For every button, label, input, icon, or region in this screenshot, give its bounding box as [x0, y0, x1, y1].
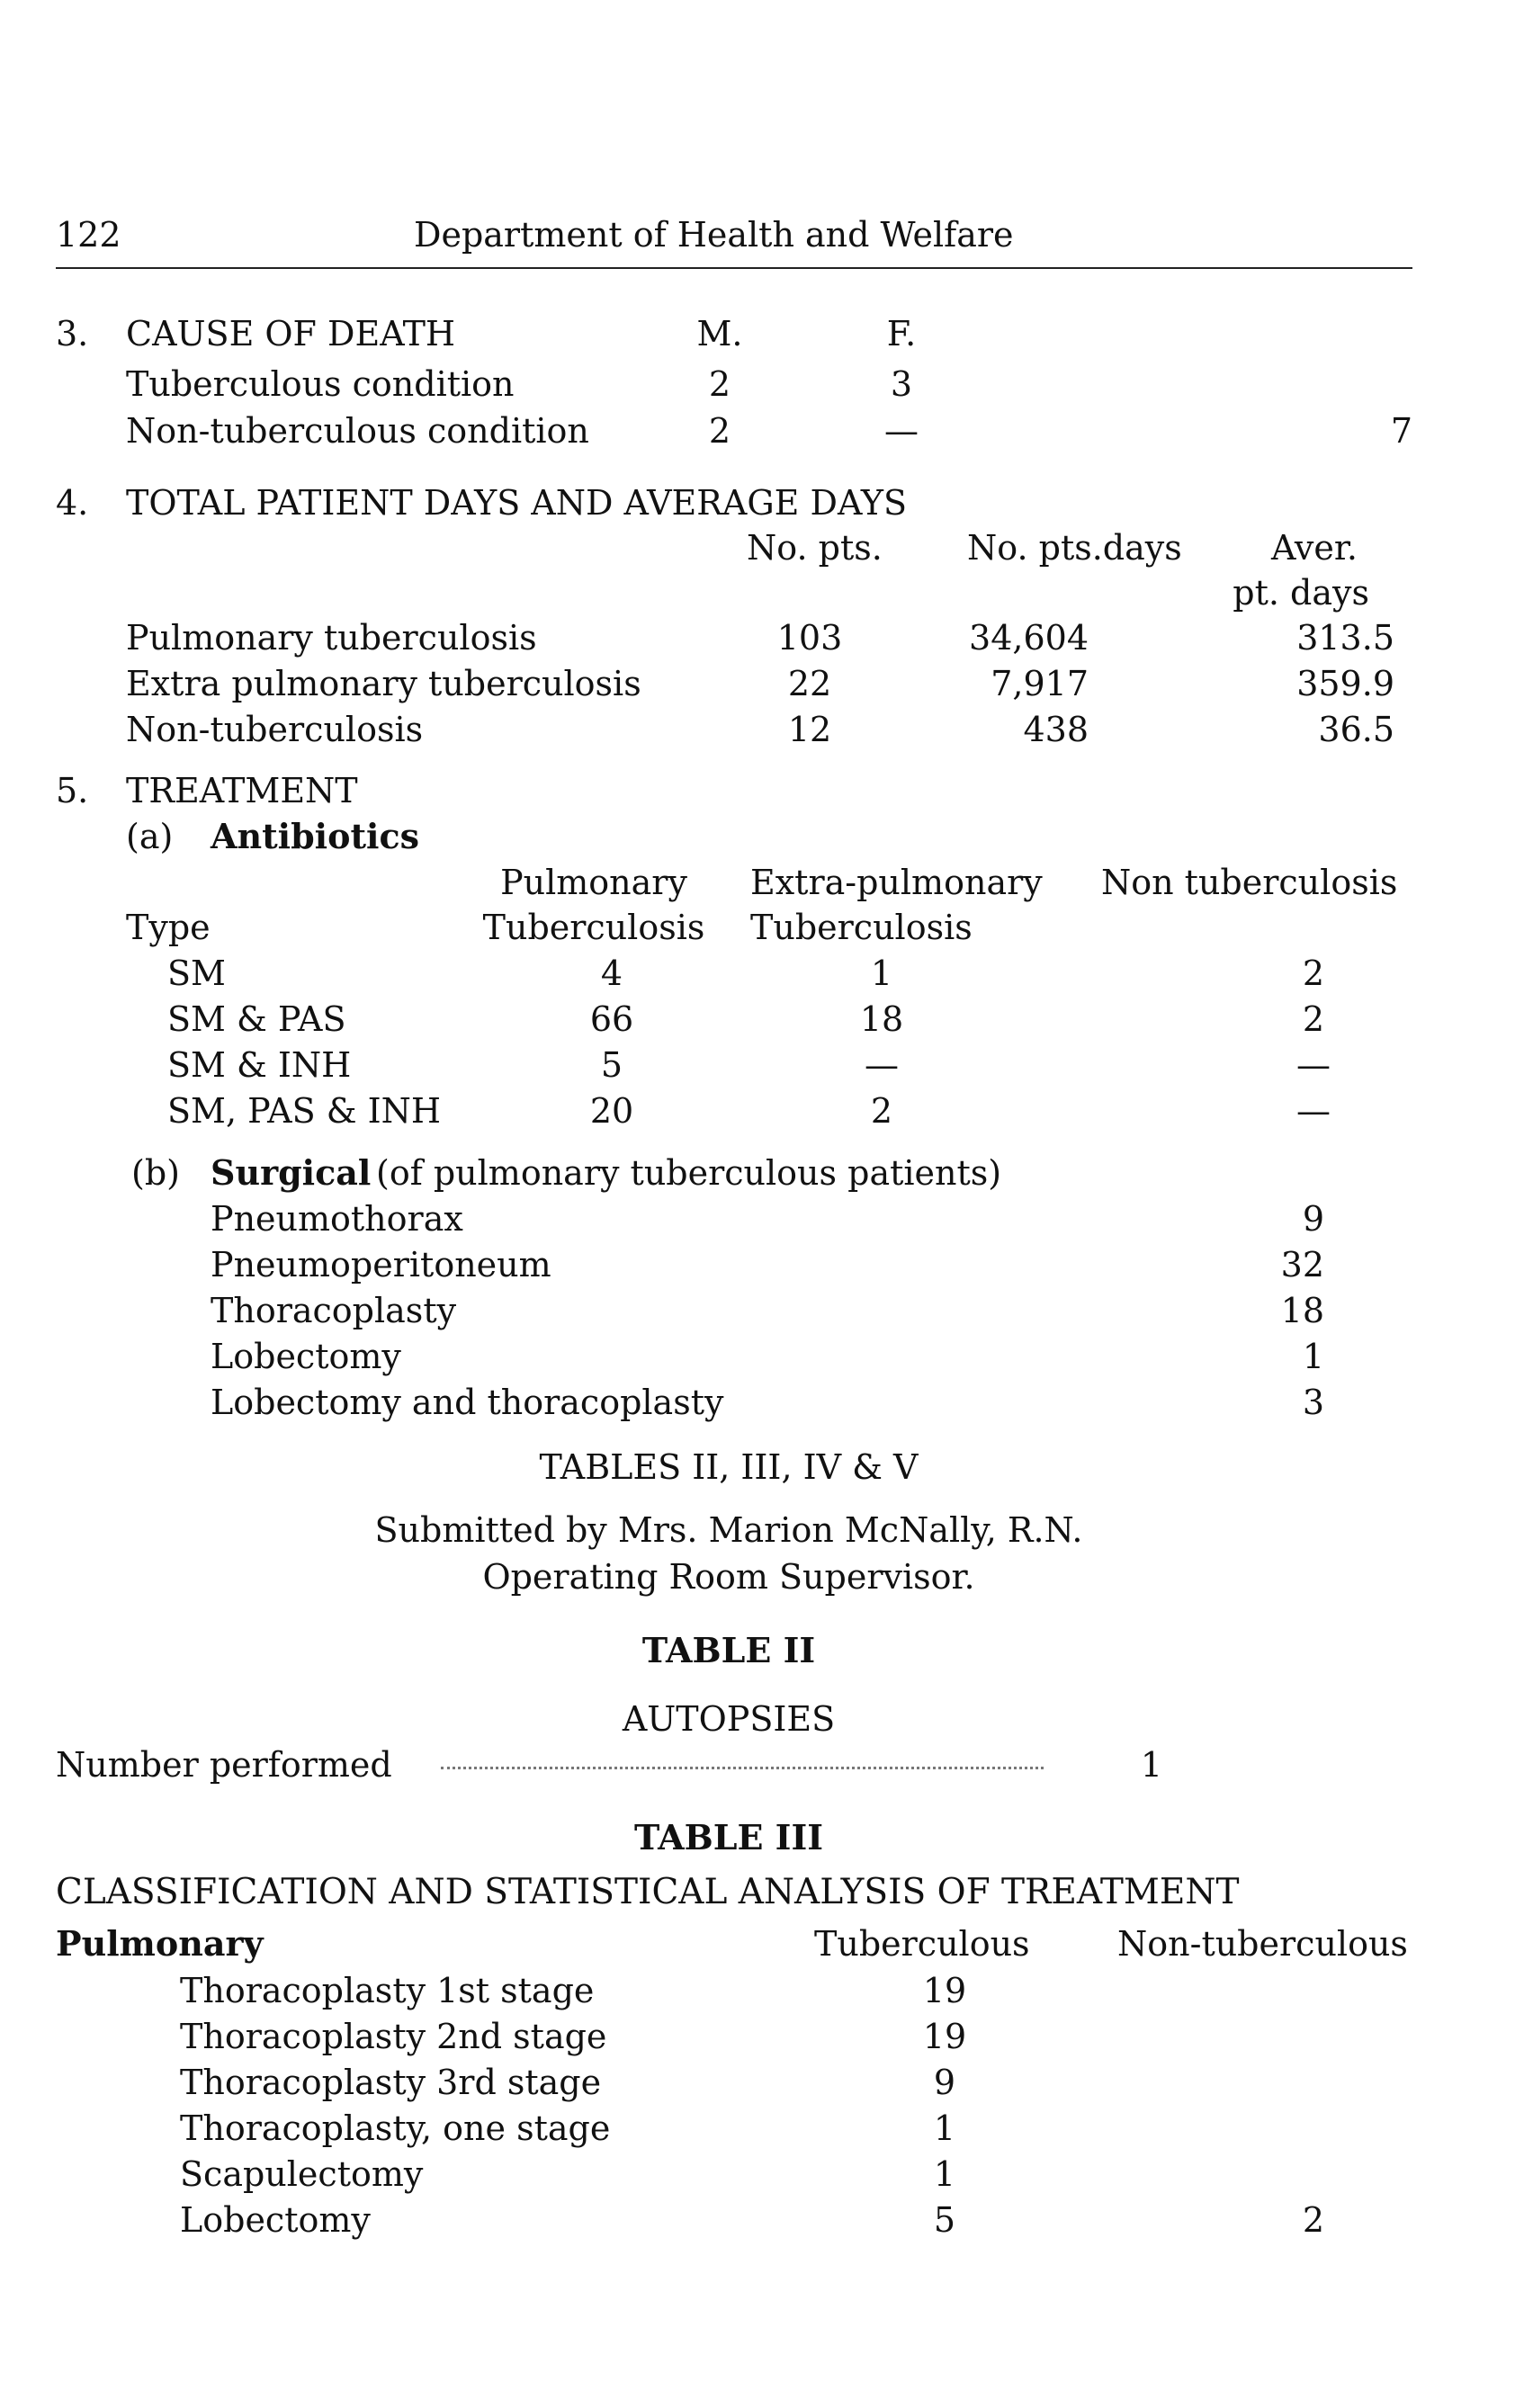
- table3-col-non: Non-tuberculous: [1117, 1924, 1408, 1964]
- s5-title: TREATMENT: [126, 771, 358, 810]
- s3-row-f: 3: [890, 364, 913, 404]
- s3-total: 7: [1390, 411, 1412, 451]
- header-rule: [56, 267, 1412, 269]
- s4-row-label: Extra pulmonary tuberculosis: [126, 664, 641, 703]
- s5a-row-type: SM, PAS & INH: [167, 1091, 442, 1131]
- table3-row-tub: 9: [933, 2063, 956, 2102]
- s5a-row-type: SM & PAS: [167, 999, 346, 1039]
- s5b-row-value: 1: [1302, 1337, 1324, 1376]
- s5b-row-value: 18: [1280, 1291, 1324, 1330]
- s5a-row-pulm: 66: [589, 999, 634, 1039]
- s3-row-m: 2: [708, 411, 731, 451]
- s4-row-days: 7,917: [991, 664, 1089, 703]
- s4-row-pts: 12: [787, 710, 832, 749]
- s5b-label: (b): [131, 1153, 180, 1193]
- submitted-by: Submitted by Mrs. Marion McNally, R.N.: [374, 1510, 1083, 1550]
- table2-title: TABLE II: [641, 1630, 816, 1670]
- table3-row-label: Scapulectomy: [180, 2154, 424, 2194]
- s4-col-pts: No. pts.: [747, 528, 883, 568]
- s5a-head-extra-2: Tuberculosis: [750, 908, 973, 947]
- table3-row-label: Lobectomy: [180, 2200, 371, 2240]
- table3-title: TABLE III: [633, 1817, 824, 1857]
- s5a-row-extra: —: [865, 1045, 899, 1085]
- s5a-title: Antibiotics: [211, 816, 419, 856]
- s4-row-avg: 36.5: [1318, 710, 1394, 749]
- table3-row-non: 2: [1302, 2200, 1325, 2240]
- s5a-head-pulm: Pulmonary: [500, 863, 687, 902]
- s4-col-avg: Aver.: [1271, 528, 1358, 568]
- s5b-row-label: Lobectomy and thoracoplasty: [211, 1383, 724, 1422]
- table3-row-tub: 19: [922, 2017, 967, 2056]
- s5a-row-non: 2: [1302, 999, 1325, 1039]
- s5b-row-value: 9: [1302, 1199, 1324, 1239]
- s5a-row-pulm: 5: [600, 1045, 623, 1085]
- s5a-row-type: SM & INH: [167, 1045, 352, 1085]
- s5a-row-extra: 18: [859, 999, 904, 1039]
- s4-row-days: 34,604: [969, 618, 1089, 658]
- table3-row-label: Thoracoplasty 1st stage: [180, 1971, 595, 2010]
- s5a-row-type: SM: [167, 953, 226, 993]
- table3-row-label: Thoracoplasty 3rd stage: [180, 2063, 602, 2102]
- s5a-head-non: Non tuberculosis: [1101, 863, 1398, 902]
- table3-col-tub: Tuberculous: [814, 1924, 1030, 1964]
- s5a-row-non: —: [1296, 1045, 1331, 1085]
- s5b-row-label: Thoracoplasty: [211, 1291, 457, 1330]
- table3-subtitle: CLASSIFICATION AND STATISTICAL ANALYSIS OF TREATMENT: [56, 1872, 1240, 1912]
- s3-m-head: M.: [696, 314, 743, 354]
- s4-col-avg-2: pt. days: [1233, 573, 1369, 613]
- s5a-row-non: —: [1296, 1091, 1331, 1131]
- s3-row-m: 2: [708, 364, 731, 404]
- s3-title: CAUSE OF DEATH: [126, 314, 456, 354]
- s4-title: TOTAL PATIENT DAYS AND AVERAGE DAYS: [126, 483, 907, 523]
- s5b-row-label: Pneumothorax: [211, 1199, 463, 1239]
- table3-group: Pulmonary: [56, 1923, 264, 1964]
- s5a-label: (a): [126, 817, 174, 856]
- s5-number: 5.: [56, 771, 89, 810]
- leader-dots: [441, 1767, 1044, 1769]
- s5b-row-value: 32: [1280, 1245, 1324, 1285]
- s5a-head-pulm-2: Tuberculosis: [482, 908, 705, 947]
- table3-row-tub: 19: [922, 1971, 967, 2010]
- s5a-row-extra: 2: [870, 1091, 893, 1131]
- s5b-row-label: Lobectomy: [211, 1337, 401, 1376]
- s5b-row-label: Pneumoperitoneum: [211, 1245, 551, 1285]
- s4-row-avg: 359.9: [1296, 664, 1394, 703]
- s5a-row-pulm: 20: [589, 1091, 634, 1131]
- s4-row-days: 438: [1023, 710, 1089, 749]
- s4-row-label: Non-tuberculosis: [126, 710, 424, 749]
- table3-row-tub: 1: [933, 2108, 956, 2148]
- s5b-note: (of pulmonary tuberculous patients): [376, 1153, 1002, 1193]
- s4-row-label: Pulmonary tuberculosis: [126, 618, 537, 658]
- table3-row-label: Thoracoplasty 2nd stage: [180, 2017, 607, 2056]
- tables-heading: TABLES II, III, IV & V: [539, 1447, 919, 1487]
- table2-subtitle: AUTOPSIES: [622, 1699, 836, 1739]
- s3-row-label: Tuberculous condition: [126, 364, 515, 404]
- s5a-row-extra: 1: [870, 953, 893, 993]
- s3-f-head: F.: [886, 314, 917, 354]
- s5a-row-non: 2: [1302, 953, 1325, 993]
- s5a-head-extra: Extra-pulmonary: [750, 863, 1043, 902]
- s3-row-f: —: [884, 411, 919, 451]
- s5b-row-value: 3: [1302, 1383, 1324, 1422]
- s3-number: 3.: [56, 314, 89, 354]
- s5a-row-pulm: 4: [600, 953, 623, 993]
- s4-col-days: No. pts.days: [967, 528, 1182, 568]
- table3-row-tub: 1: [933, 2154, 956, 2194]
- s5b-title: Surgical: [211, 1152, 372, 1193]
- page-number: 122: [56, 215, 121, 255]
- table2-value: 1: [1140, 1745, 1163, 1785]
- table3-row-label: Thoracoplasty, one stage: [180, 2108, 611, 2148]
- table3-row-tub: 5: [933, 2200, 956, 2240]
- s4-row-avg: 313.5: [1296, 618, 1394, 658]
- table2-label: Number performed: [56, 1745, 392, 1785]
- s4-row-pts: 22: [787, 664, 832, 703]
- s3-row-label: Non-tuberculous condition: [126, 411, 589, 451]
- s4-row-pts: 103: [776, 618, 843, 658]
- s4-number: 4.: [56, 483, 89, 523]
- running-head: Department of Health and Welfare: [414, 215, 1014, 255]
- submitted-role: Operating Room Supervisor.: [482, 1557, 975, 1597]
- s5a-head-type: Type: [126, 908, 211, 947]
